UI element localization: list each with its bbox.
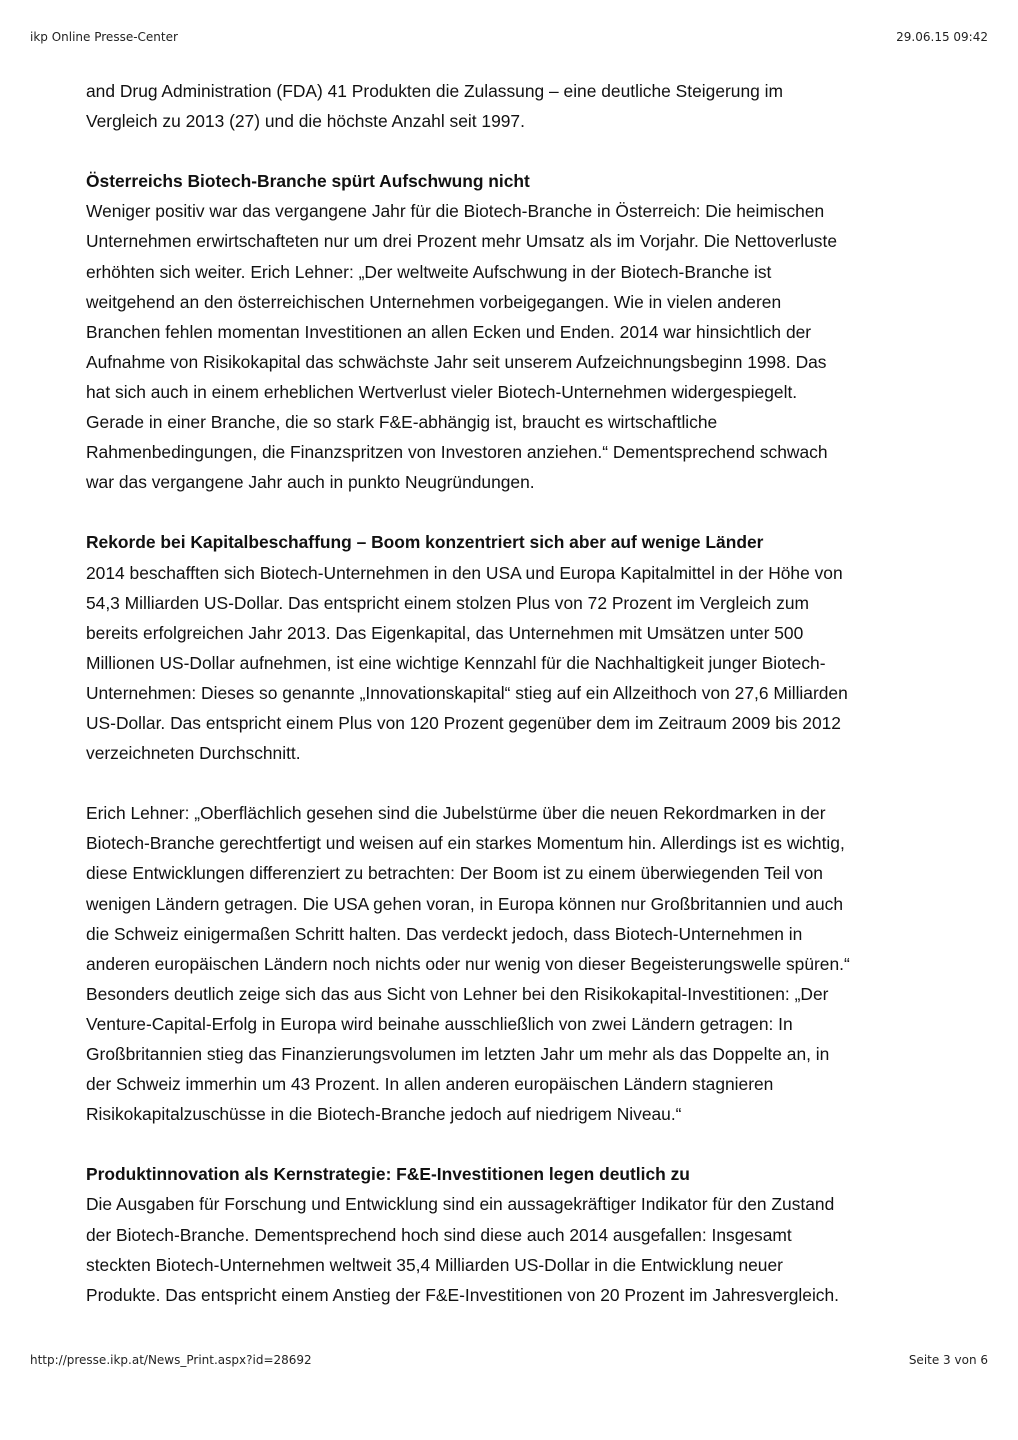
lehner-quote-paragraph	[86, 798, 966, 1129]
text-line: verzeichneten Durchschnitt.	[86, 743, 301, 764]
text-line: Erich Lehner: „Oberflächlich gesehen sind die Jubelstürme über die neuen Rekordmarken in der	[86, 803, 826, 824]
text-line: der Schweiz immerhin um 43 Prozent. In allen anderen europäischen Ländern stagnieren	[86, 1074, 774, 1095]
text-line: Vergleich zu 2013 (27) und die höchste Anzahl seit 1997.	[86, 111, 525, 132]
page-header-datetime: 29.06.15 09:42	[896, 30, 988, 44]
text-line: Biotech-Branche gerechtfertigt und weisen auf ein starkes Momentum hin. Allerdings ist es wichtig,	[86, 833, 845, 854]
text-line: US-Dollar. Das entspricht einem Plus von 120 Prozent gegenüber dem im Zeitraum 2009 bis 2012	[86, 712, 841, 733]
text-line: Produkte. Das entspricht einem Anstieg der F&E-Investitionen von 20 Prozent im Jahresvergleich.	[86, 1284, 840, 1305]
text-line: steckten Biotech-Unternehmen weltweit 35,4 Milliarden US-Dollar in die Entwicklung neuer	[86, 1254, 783, 1275]
section-heading-capital: Rekorde bei Kapitalbeschaffung – Boom konzentriert sich aber auf wenige Länder	[86, 532, 764, 553]
text-line: 2014 beschafften sich Biotech-Unternehmen in den USA und Europa Kapitalmittel in der Höhe von	[86, 562, 843, 583]
paragraph-gap	[86, 1129, 966, 1159]
section-heading-innovation: Produktinnovation als Kernstrategie: F&E-Investitionen legen deutlich zu	[86, 1164, 690, 1185]
page-header-site-title: ikp Online Presse-Center	[30, 30, 178, 44]
text-line: 54,3 Milliarden US-Dollar. Das entspricht einem stolzen Plus von 72 Prozent im Vergleich zum	[86, 592, 810, 613]
text-line: Millionen US-Dollar aufnehmen, ist eine wichtige Kennzahl für die Nachhaltigkeit junger Biotech-	[86, 652, 826, 673]
text-line: Venture-Capital-Erfolg in Europa wird beinahe ausschließlich von zwei Ländern getragen: In	[86, 1013, 793, 1034]
page-footer-page-number: Seite 3 von 6	[908, 1353, 988, 1367]
section-heading-austria: Österreichs Biotech-Branche spürt Aufschwung nicht	[86, 171, 530, 192]
section-austria-paragraph	[86, 196, 966, 497]
page-footer-url: http://presse.ikp.at/News_Print.aspx?id=28692	[30, 1353, 312, 1367]
text-line: and Drug Administration (FDA) 41 Produkten die Zulassung – eine deutliche Steigerung im	[86, 81, 783, 101]
paragraph-gap	[86, 136, 966, 166]
text-line: Besonders deutlich zeige sich das aus Sicht von Lehner bei den Risikokapital-Investitionen: „Der	[86, 983, 829, 1004]
text-line: hat sich auch in einem erheblichen Wertverlust vieler Biotech-Unternehmen widergespiegelt.	[86, 381, 798, 402]
section-capital-paragraph	[86, 558, 966, 769]
text-line: der Biotech-Branche. Dementsprechend hoch sind diese auch 2014 ausgefallen: Insgesamt	[86, 1224, 792, 1245]
text-line: wenigen Ländern getragen. Die USA gehen voran, in Europa können nur Großbritannien und auch	[86, 893, 844, 914]
text-line: anderen europäischen Ländern noch nichts oder nur wenig von dieser Begeisterungswelle spüren.“	[86, 953, 850, 974]
text-line: Gerade in einer Branche, die so stark F&E-abhängig ist, braucht es wirtschaftliche	[86, 412, 718, 433]
text-line: Weniger positiv war das vergangene Jahr für die Biotech-Branche in Österreich: Die heimischen	[86, 201, 825, 222]
text-line: erhöhten sich weiter. Erich Lehner: „Der weltweite Aufschwung in der Biotech-Branche ist	[86, 261, 772, 282]
text-line: Branchen fehlen momentan Investitionen an allen Ecken und Enden. 2014 war hinsichtlich der	[86, 321, 812, 342]
paragraph-gap	[86, 768, 966, 798]
text-line: die Schweiz einigermaßen Schritt halten. Das verdeckt jedoch, dass Biotech-Unternehmen in	[86, 923, 803, 944]
text-line: Die Ausgaben für Forschung und Entwicklung sind ein aussagekräftiger Indikator für den Zustand	[86, 1194, 835, 1215]
section-innovation-paragraph	[86, 1189, 966, 1309]
text-line: weitgehend an den österreichischen Unternehmen vorbeigegangen. Wie in vielen anderen	[86, 291, 782, 312]
text-line: Unternehmen: Dieses so genannte „Innovationskapital“ stieg auf ein Allzeithoch von 27,6 Milliarden	[86, 682, 848, 703]
text-line: Großbritannien stieg das Finanzierungsvolumen im letzten Jahr um mehr als das Doppelte an, in	[86, 1044, 830, 1064]
intro-paragraph	[86, 76, 966, 136]
text-line: diese Entwicklungen differenziert zu betrachten: Der Boom ist zu einem überwiegenden Teil von	[86, 863, 823, 884]
text-line: Unternehmen erwirtschafteten nur um drei Prozent mehr Umsatz als im Vorjahr. Die Nettoverluste	[86, 231, 837, 252]
article-body	[86, 76, 966, 1310]
text-line: Risikokapitalzuschüsse in die Biotech-Branche jedoch auf niedrigem Niveau.“	[86, 1104, 682, 1125]
paragraph-gap	[86, 497, 966, 527]
text-line: Rahmenbedingungen, die Finanzspritzen von Investoren anziehen.“ Dementsprechend schwach	[86, 442, 828, 463]
text-line: Aufnahme von Risikokapital das schwächste Jahr seit unserem Aufzeichnungsbeginn 1998. Das	[86, 351, 827, 372]
text-line: bereits erfolgreichen Jahr 2013. Das Eigenkapital, das Unternehmen mit Umsätzen unter 500	[86, 622, 804, 643]
text-line: war das vergangene Jahr auch in punkto Neugründungen.	[86, 472, 535, 493]
